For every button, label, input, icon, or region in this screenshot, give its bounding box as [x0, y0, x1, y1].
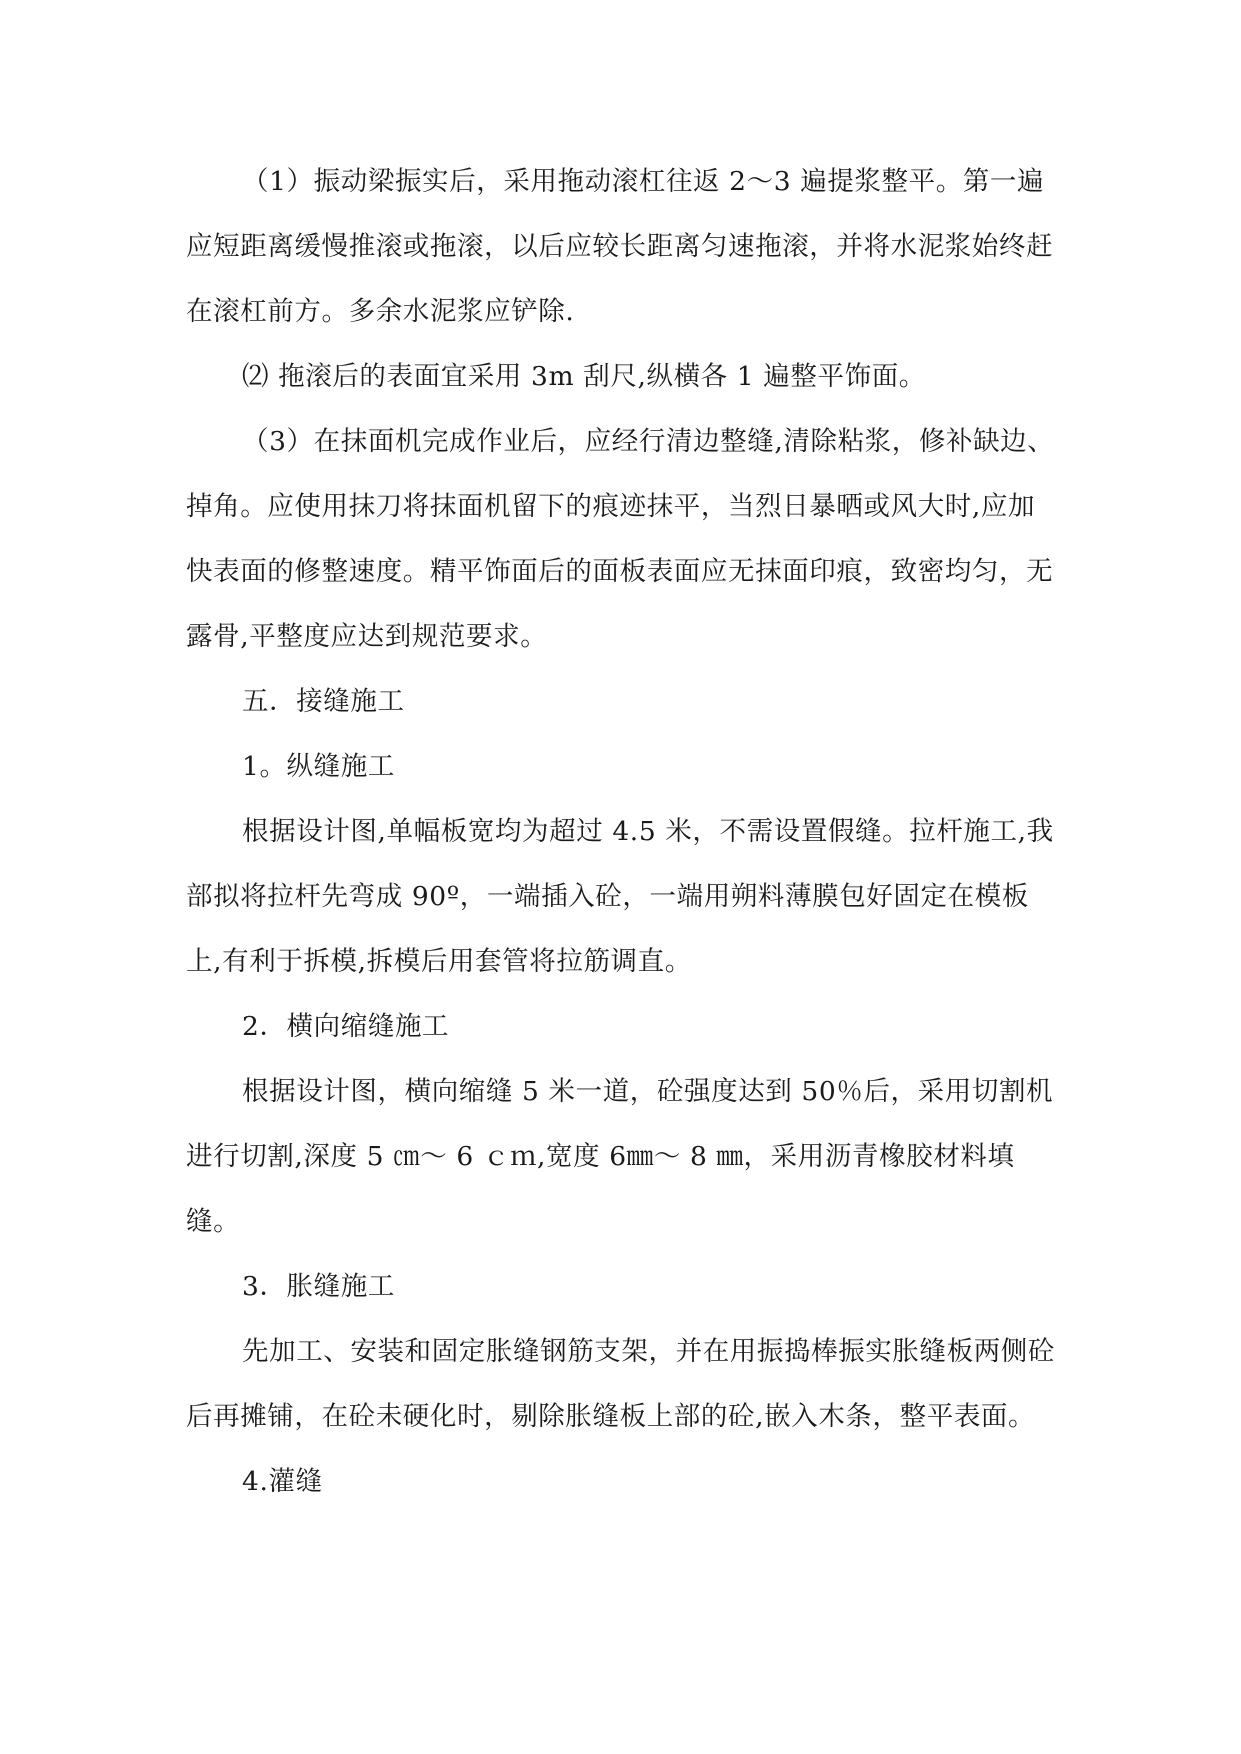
paragraph-scraper-finishing: ⑵ 拖滚后的表面宜采用 3m 刮尺,纵横各 1 遍整平饰面。 [242, 361, 926, 392]
subheading-transverse-contraction-joint: 2．横向缩缝施工 [242, 1011, 450, 1042]
subheading-expansion-joint: 3．胀缝施工 [242, 1271, 395, 1302]
section-heading-joint-construction: 五．接缝施工 [242, 686, 405, 717]
document-body [186, 149, 1056, 1514]
subheading-joint-sealing: 4.灌缝 [242, 1466, 323, 1497]
paragraph-trowel-finishing: （3）在抹面机完成作业后，应经行清边整缝,清除粘浆，修补缺边、掉角。应使用抹刀将抹面机留下的痕迹抹平，当烈日暴晒或风大时,应加快表面的修整速度。精平饰面后的面板表面应无抹面印痕，致密均匀，无露骨,平整度应达到规范要求。 [186, 426, 1055, 652]
paragraph-longitudinal-joint: 根据设计图,单幅板宽均为超过 4.5 米，不需设置假缝。拉杆施工,我部拟将拉杆先弯成 90º，一端插入砼，一端用朔料薄膜包好固定在模板上,有利于拆模,拆模后用套管将拉筋调直。 [186, 816, 1054, 977]
subheading-longitudinal-joint: 1。纵缝施工 [242, 751, 395, 782]
paragraph-expansion-joint: 先加工、安装和固定胀缝钢筋支架，并在用振捣棒振实胀缝板两侧砼后再摊铺，在砼未硬化时，剔除胀缝板上部的砼,嵌入木条，整平表面。 [186, 1336, 1055, 1432]
paragraph-rolling-leveling: （1）振动梁振实后，采用拖动滚杠往返 2～3 遍提浆整平。第一遍应短距离缓慢推滚或拖滚，以后应较长距离匀速拖滚，并将水泥浆始终赶在滚杠前方。多余水泥浆应铲除. [186, 166, 1054, 327]
paragraph-transverse-contraction-joint: 根据设计图，横向缩缝 5 米一道，砼强度达到 50％后，采用切割机进行切割,深度 5 ㎝～ 6 ｃｍ,宽度 6㎜～ 8 ㎜，采用沥青橡胶材料填缝。 [186, 1076, 1054, 1237]
